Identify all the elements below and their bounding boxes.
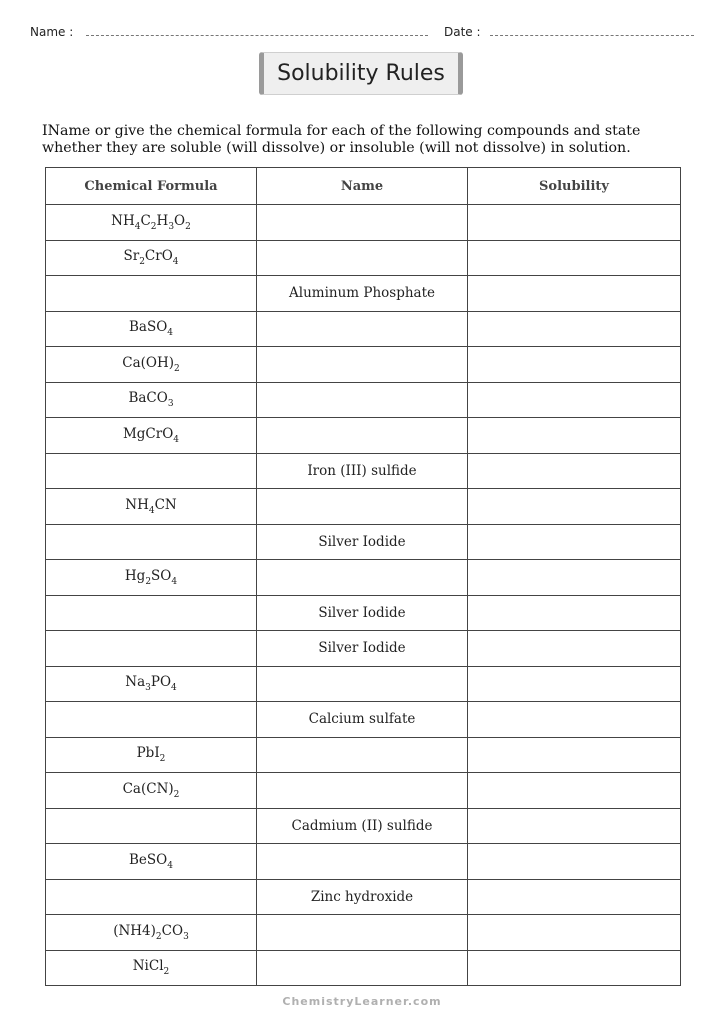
formula-subscript: 2 bbox=[155, 931, 162, 942]
formula-cell[interactable] bbox=[46, 595, 257, 631]
formula-subscript: 2 bbox=[185, 221, 191, 232]
solubility-cell[interactable] bbox=[468, 844, 681, 880]
formula-cell[interactable] bbox=[46, 560, 257, 596]
solubility-cell[interactable] bbox=[468, 205, 681, 241]
solubility-cell[interactable] bbox=[468, 382, 681, 418]
name-cell[interactable] bbox=[257, 347, 468, 383]
table-row bbox=[46, 808, 681, 844]
solubility-cell[interactable] bbox=[468, 418, 681, 454]
formula-subscript: 2 bbox=[174, 363, 180, 374]
name-cell[interactable] bbox=[257, 489, 468, 525]
instructions: IName or give the chemical formula for each of the following compounds and state whether they are soluble (will dissolve) or insoluble (will not dissolve) in solution. bbox=[42, 123, 641, 156]
formula-text: C bbox=[140, 212, 151, 229]
formula-text: PbI bbox=[136, 745, 160, 762]
formula-cell[interactable] bbox=[46, 276, 257, 312]
table-row bbox=[46, 560, 681, 596]
formula-cell[interactable] bbox=[46, 950, 257, 986]
formula-cell[interactable] bbox=[46, 418, 257, 454]
name-cell[interactable]: Silver Iodide bbox=[257, 631, 468, 667]
solubility-cell[interactable] bbox=[468, 950, 681, 986]
formula-text: O bbox=[174, 212, 186, 229]
header-name: Name bbox=[257, 168, 468, 205]
solubility-cell[interactable] bbox=[468, 737, 681, 773]
solubility-cell[interactable] bbox=[468, 311, 681, 347]
formula-text: Na bbox=[125, 674, 146, 691]
table-row bbox=[46, 240, 681, 276]
name-label: Name : bbox=[30, 25, 74, 39]
name-cell[interactable]: Silver Iodide bbox=[257, 595, 468, 631]
table-row bbox=[46, 915, 681, 951]
solubility-cell[interactable] bbox=[468, 560, 681, 596]
formula-cell[interactable] bbox=[46, 702, 257, 738]
formula-subscript: 2 bbox=[139, 257, 145, 268]
formula-text: BaSO bbox=[128, 319, 168, 336]
formula-text: NH bbox=[125, 496, 149, 513]
solubility-cell[interactable] bbox=[468, 915, 681, 951]
header-fields bbox=[30, 22, 696, 44]
formula-cell[interactable] bbox=[46, 631, 257, 667]
solubility-cell[interactable] bbox=[468, 666, 681, 702]
table-row bbox=[46, 205, 681, 241]
header-solubility: Solubility bbox=[468, 168, 681, 205]
formula-text: Ca(CN) bbox=[122, 780, 174, 797]
name-cell[interactable]: Zinc hydroxide bbox=[257, 879, 468, 915]
solubility-cell[interactable] bbox=[468, 453, 681, 489]
formula-subscript: 4 bbox=[134, 221, 141, 232]
table-row bbox=[46, 879, 681, 915]
name-cell[interactable] bbox=[257, 950, 468, 986]
formula-text: (NH4) bbox=[113, 922, 156, 939]
solubility-cell[interactable] bbox=[468, 773, 681, 809]
name-cell[interactable] bbox=[257, 666, 468, 702]
formula-cell[interactable] bbox=[46, 773, 257, 809]
table-row bbox=[46, 347, 681, 383]
formula-cell[interactable] bbox=[46, 808, 257, 844]
formula-cell[interactable] bbox=[46, 915, 257, 951]
formula-subscript: 2 bbox=[145, 576, 152, 587]
table-row bbox=[46, 311, 681, 347]
formula-subscript: 4 bbox=[172, 257, 179, 268]
formula-text: MgCrO bbox=[122, 425, 174, 442]
table-row bbox=[46, 524, 681, 560]
solubility-cell[interactable] bbox=[468, 347, 681, 383]
footer-brand: ChemistryLearner.com bbox=[282, 995, 442, 1008]
table-row bbox=[46, 702, 681, 738]
formula-cell[interactable] bbox=[46, 347, 257, 383]
name-cell[interactable] bbox=[257, 240, 468, 276]
solubility-cell[interactable] bbox=[468, 276, 681, 312]
name-cell[interactable]: Cadmium (II) sulfide bbox=[257, 808, 468, 844]
name-cell[interactable]: Iron (III) sulfide bbox=[257, 453, 468, 489]
table-row bbox=[46, 418, 681, 454]
name-cell[interactable] bbox=[257, 560, 468, 596]
formula-cell[interactable] bbox=[46, 666, 257, 702]
formula-text: SO bbox=[151, 567, 172, 584]
name-cell[interactable] bbox=[257, 915, 468, 951]
solubility-cell[interactable] bbox=[468, 489, 681, 525]
table-row bbox=[46, 631, 681, 667]
formula-subscript: 4 bbox=[171, 576, 178, 587]
formula-subscript: 2 bbox=[173, 789, 180, 800]
formula-text: BaCO bbox=[128, 390, 168, 407]
solubility-cell[interactable] bbox=[468, 808, 681, 844]
formula-subscript: 4 bbox=[173, 434, 180, 445]
formula-subscript: 4 bbox=[148, 505, 155, 516]
formula-cell[interactable] bbox=[46, 311, 257, 347]
formula-text: PO bbox=[150, 674, 172, 691]
solubility-cell[interactable] bbox=[468, 240, 681, 276]
formula-text: NiCl bbox=[132, 958, 164, 975]
table-row bbox=[46, 489, 681, 525]
formula-text: CrO bbox=[144, 248, 173, 265]
formula-cell[interactable] bbox=[46, 453, 257, 489]
formula-text: Sr bbox=[123, 248, 140, 265]
table-row bbox=[46, 453, 681, 489]
formula-cell[interactable] bbox=[46, 879, 257, 915]
table-row bbox=[46, 666, 681, 702]
name-cell[interactable] bbox=[257, 382, 468, 418]
name-cell[interactable]: Silver Iodide bbox=[257, 524, 468, 560]
worksheet-title bbox=[259, 52, 463, 95]
name-cell[interactable] bbox=[257, 205, 468, 241]
formula-subscript: 3 bbox=[167, 399, 174, 410]
name-cell[interactable]: Aluminum Phosphate bbox=[257, 276, 468, 312]
name-line bbox=[86, 35, 428, 36]
table-row bbox=[46, 595, 681, 631]
formula-cell[interactable] bbox=[46, 240, 257, 276]
formula-subscript: 3 bbox=[168, 221, 175, 232]
name-cell[interactable] bbox=[257, 773, 468, 809]
formula-subscript: 4 bbox=[167, 328, 174, 339]
date-label: Date : bbox=[444, 25, 481, 39]
formula-text: H bbox=[156, 212, 169, 229]
table-row bbox=[46, 276, 681, 312]
formula-subscript: 2 bbox=[150, 221, 157, 232]
formula-subscript: 2 bbox=[163, 967, 170, 978]
table-body bbox=[46, 205, 681, 986]
formula-cell[interactable] bbox=[46, 382, 257, 418]
name-cell[interactable] bbox=[257, 418, 468, 454]
name-cell[interactable] bbox=[257, 311, 468, 347]
formula-cell[interactable] bbox=[46, 489, 257, 525]
solubility-cell[interactable] bbox=[468, 879, 681, 915]
solubility-cell[interactable] bbox=[468, 631, 681, 667]
name-cell[interactable] bbox=[257, 737, 468, 773]
table-row bbox=[46, 844, 681, 880]
solubility-cell[interactable] bbox=[468, 595, 681, 631]
formula-cell[interactable] bbox=[46, 205, 257, 241]
formula-subscript: 3 bbox=[183, 931, 189, 942]
table-header-row bbox=[46, 168, 681, 205]
formula-text: Ca(OH) bbox=[122, 354, 175, 371]
table-row bbox=[46, 382, 681, 418]
formula-subscript: 3 bbox=[145, 683, 151, 694]
solubility-cell[interactable] bbox=[468, 524, 681, 560]
header-chemical-formula: Chemical Formula bbox=[46, 168, 257, 205]
name-cell[interactable]: Calcium sulfate bbox=[257, 702, 468, 738]
formula-text: CO bbox=[161, 922, 184, 939]
date-line bbox=[490, 35, 694, 36]
formula-cell[interactable] bbox=[46, 737, 257, 773]
solubility-cell[interactable] bbox=[468, 702, 681, 738]
formula-text: Hg bbox=[124, 567, 146, 584]
formula-subscript: 4 bbox=[171, 683, 177, 694]
formula-text: CN bbox=[154, 496, 177, 513]
formula-subscript: 4 bbox=[167, 860, 173, 871]
name-cell[interactable] bbox=[257, 844, 468, 880]
title-text: Solubility Rules bbox=[277, 61, 445, 86]
formula-text: NH bbox=[111, 212, 135, 229]
table-row bbox=[46, 950, 681, 986]
formula-cell[interactable] bbox=[46, 524, 257, 560]
worksheet-table bbox=[45, 167, 681, 986]
formula-cell[interactable] bbox=[46, 844, 257, 880]
table-row bbox=[46, 737, 681, 773]
table-row bbox=[46, 773, 681, 809]
formula-text: BeSO bbox=[129, 851, 168, 868]
formula-subscript: 2 bbox=[159, 754, 166, 765]
